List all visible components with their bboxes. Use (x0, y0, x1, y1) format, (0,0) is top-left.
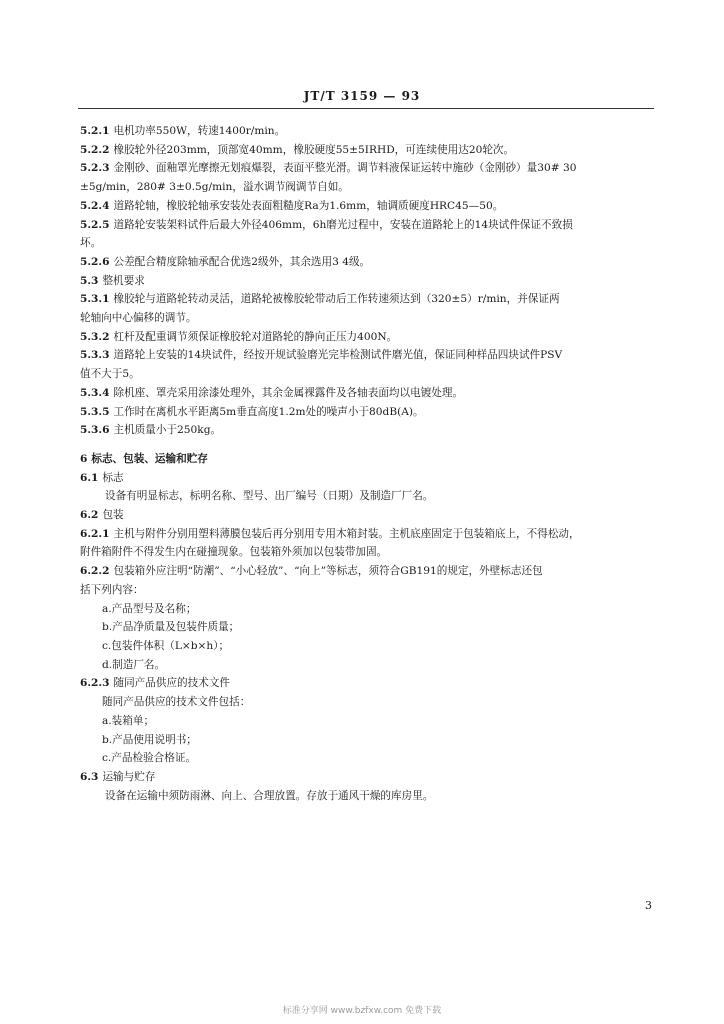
document-body (80, 122, 655, 805)
section-heading: 6.3 运输与贮存 (80, 770, 156, 783)
clause-paragraph: 设备有明显标志，标明名称、型号、出厂编号（日期）及制造厂厂名。 (105, 490, 434, 503)
clause-line: 5.3.6 主机质量小于250kg。 (80, 424, 222, 437)
clause-line: 6.2.3 随同产品供应的技术文件 (80, 677, 231, 690)
section-heading: 5.3 整机要求 (80, 274, 145, 287)
clause-line: 6.2.2 包装箱外应注明“防潮”、“小心轻放”、“向上”等标志，须符合GB191的规定，外壁标志还包 (80, 565, 543, 578)
section-heading: 6.2 包装 (80, 509, 124, 522)
clause-line: 5.3.5 工作时在离机水平距离5m垂直高度1.2m处的噪声小于80dB(A)。 (80, 405, 424, 418)
list-item: c.产品检验合格证。 (102, 752, 197, 765)
watermark-footer: 标准分享网 www.bzfxw.com 免费下载 (282, 1006, 442, 1016)
clause-continuation: 值不大于5。 (80, 368, 140, 381)
clause-line: 5.3.1 橡胶轮与道路轮转动灵活，道路轮被橡胶轮带动后工作转速须达到（320±5）r/min，并保证两 (80, 293, 560, 306)
header-rule (78, 108, 654, 109)
list-item: d.制造厂名。 (102, 658, 166, 671)
clause-line: 6.2.1 主机与附件分别用塑料薄膜包装后再分别用专用木箱封装。主机底座固定于包装箱底上，不得松动， (80, 527, 580, 540)
clause-line: 5.3.4 除机座、罩壳采用涂漆处理外，其余金属裸露件及各轴表面均以电镀处理。 (80, 386, 464, 399)
list-item: a.产品型号及名称； (102, 602, 197, 615)
clause-continuation: 括下列内容： (80, 583, 144, 596)
clause-paragraph: 设备在运输中须防雨淋、向上、合理放置。存放于通风干燥的库房里。 (105, 789, 434, 802)
clause-continuation: 轮轴向中心偏移的调节。 (80, 312, 197, 325)
clause-line: 5.2.2 橡胶轮外径203mm，顶部宽40mm，橡胶硬度55±5IRHD，可连续使用达20轮次。 (80, 143, 515, 156)
clause-line: 5.2.6 公差配合精度除轴承配合优选2级外，其余选用3 4级。 (80, 255, 371, 268)
page-number: 3 (645, 899, 652, 912)
clause-line: 5.2.4 道路轮轴，橡胶轮轴承安装处表面粗糙度Ra为1.6mm，轴调质硬度HRC45—50。 (80, 199, 504, 212)
list-item: c.包装件体积（L×b×h）； (102, 639, 230, 652)
clause-line: 5.3.3 道路轮上安装的14块试件，经按开规试验磨光完毕检测试件磨光值，保证同种样品四块试件PSV (80, 349, 563, 362)
clause-continuation: 坏。 (80, 237, 102, 250)
page-header: JT/T 3159 — 93 (303, 89, 421, 103)
list-item: b.产品使用说明书； (102, 733, 197, 746)
list-item: b.产品净质量及包装件质量； (102, 621, 240, 634)
clause-line: 5.2.1 电机功率550W，转速1400r/min。 (80, 125, 286, 137)
clause-line: 5.2.5 道路轮安装架料试件后最大外径406mm，6h磨光过程中，安装在道路轮上的14块试件保证不致损 (80, 218, 573, 231)
section-heading: 6.1 标志 (80, 471, 124, 484)
clause-line: 5.3.2 杠杆及配重调节须保证橡胶轮对道路轮的静向正压力400N。 (80, 330, 398, 343)
clause-continuation: ±5g/min，280# 3±0.5g/min，溢水调节阀调节自如。 (80, 181, 349, 194)
clause-continuation: 附件箱附件不得发生内在碰撞现象。包装箱外须加以包装带加固。 (80, 546, 388, 559)
clause-paragraph: 随同产品供应的技术文件包括： (102, 696, 251, 709)
list-item: a.装箱单； (102, 714, 155, 727)
clause-line: 5.2.3 金刚砂、面釉罩光摩擦无划痕爆裂，表面平整光滑。调节料液保证运转中施砂（金刚砂）量30# 30 (80, 162, 577, 175)
chapter-heading: 6 标志、包装、运输和贮存 (80, 452, 208, 465)
